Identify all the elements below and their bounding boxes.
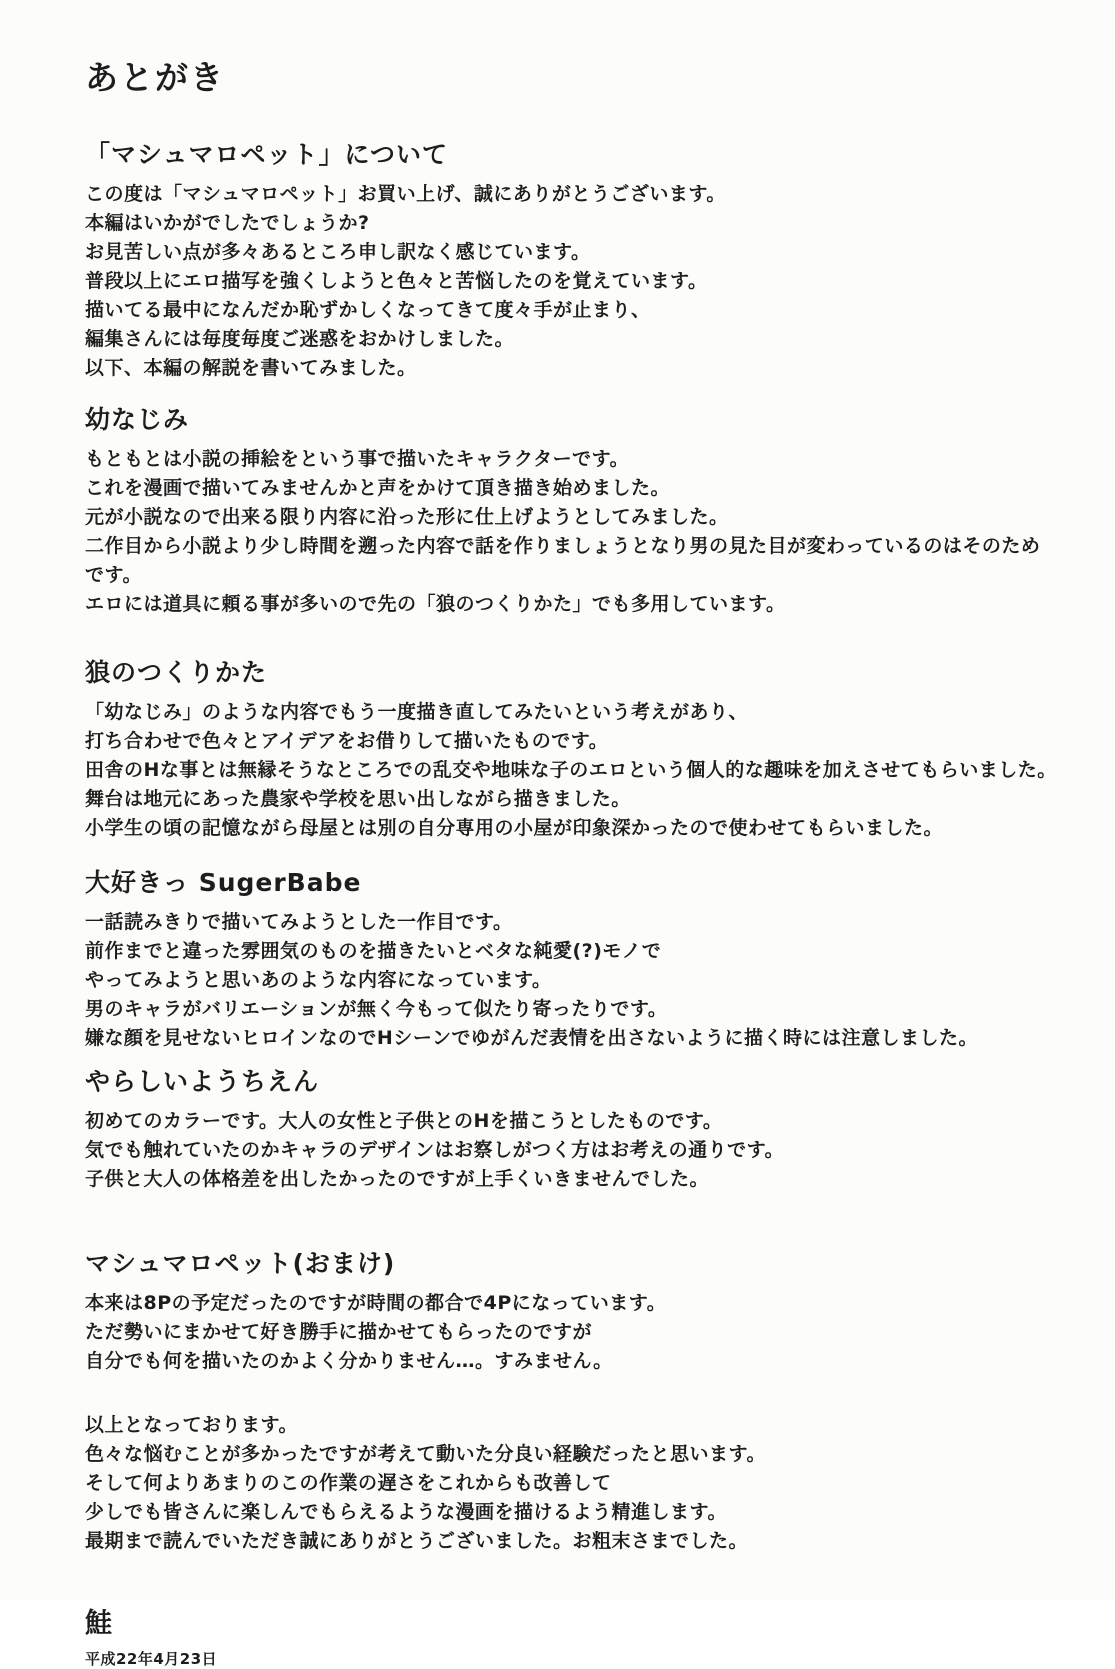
- section-yarashii-youchien: [85, 1062, 1057, 1194]
- body-line: エロには道具に頼る事が多いので先の「狼のつくりかた」でも多用しています。: [85, 593, 786, 615]
- page-title: あとがき: [85, 58, 225, 97]
- section-heading: やらしいようちえん: [85, 1067, 320, 1096]
- body-line: 嫌な顔を見せないヒロインなのでHシーンでゆがんだ表情を出さないように描く時には注意しました。: [85, 1027, 978, 1049]
- section-heading: 幼なじみ: [85, 405, 190, 434]
- body-line: 本編はいかがでしたでしょうか?: [85, 212, 370, 234]
- body-line: 二作目から小説より少し時間を遡った内容で話を作りましょうとなり男の見た目が変わっているのはそのためです。: [85, 535, 1041, 586]
- body-line: 舞台は地元にあった農家や学校を思い出しながら描きました。: [85, 788, 631, 810]
- closing-remarks: [85, 1411, 1057, 1556]
- body-line: 初めてのカラーです。大人の女性と子供とのHを描こうとしたものです。: [85, 1110, 723, 1132]
- body-line: 最期まで読んでいただき誠にありがとうございました。お粗末さまでした。: [85, 1530, 749, 1552]
- body-line: 田舎のHな事とは無縁そうなところでの乱交や地味な子のエロという個人的な趣味を加えさせてもらいました。: [85, 759, 1057, 781]
- body-line: ただ勢いにまかせて好き勝手に描かせてもらったのですが: [85, 1321, 593, 1343]
- body-line: そして何よりあまりのこの作業の遅さをこれからも改善して: [85, 1472, 612, 1494]
- body-line: 色々な悩むことが多かったですが考えて動いた分良い経験だったと思います。: [85, 1443, 766, 1465]
- section-ookami-no-tsukurikata: [85, 653, 1057, 843]
- section-heading: 大好きっ SugerBabe: [85, 868, 362, 897]
- date-line: 平成22年4月23日: [85, 1650, 218, 1668]
- body-line: 以下、本編の解説を書いてみました。: [85, 357, 417, 379]
- section-marshmallow-pet-about: [85, 135, 1057, 383]
- body-line: この度は「マシュマロペット」お買い上げ、誠にありがとうございます。: [85, 183, 726, 205]
- body-line: 以上となっております。: [85, 1414, 298, 1436]
- body-line: 少しでも皆さんに楽しんでもらえるような漫画を描けるよう精進します。: [85, 1501, 727, 1523]
- body-line: 男のキャラがバリエーションが無く今もって似たり寄ったりです。: [85, 998, 668, 1020]
- body-line: 編集さんには毎度毎度ご迷惑をおかけしました。: [85, 328, 515, 350]
- section-heading: 狼のつくりかた: [85, 658, 268, 687]
- section-marshmallow-pet-omake: [85, 1244, 1057, 1376]
- body-line: 子供と大人の体格差を出したかったのですが上手くいきませんでした。: [85, 1168, 710, 1190]
- body-line: 小学生の頃の記憶ながら母屋とは別の自分専用の小屋が印象深かったので使わせてもらいました。: [85, 817, 944, 839]
- body-line: 「幼なじみ」のような内容でもう一度描き直してみたいという考えがあり、: [85, 701, 749, 723]
- body-line: 本来は8Pの予定だったのですが時間の都合で4Pになっています。: [85, 1292, 667, 1314]
- section-heading: 「マシュマロペット」について: [85, 140, 449, 169]
- body-line: 一話読みきりで描いてみようとした一作目です。: [85, 911, 513, 933]
- author-signature: 鮭: [85, 1608, 112, 1639]
- body-line: 普段以上にエロ描写を強くしようと色々と苦悩したのを覚えています。: [85, 270, 708, 292]
- body-line: やってみようと思いあのような内容になっています。: [85, 969, 552, 991]
- body-line: もともとは小説の挿絵をという事で描いたキャラクターです。: [85, 448, 630, 470]
- body-line: 自分でも何を描いたのかよく分かりません…。すみません。: [85, 1350, 613, 1372]
- body-line: 描いてる最中になんだか恥ずかしくなってきて度々手が止まり、: [85, 299, 651, 321]
- section-heading: マシュマロペット(おまけ): [85, 1249, 396, 1278]
- body-line: これを漫画で描いてみませんかと声をかけて頂き描き始めました。: [85, 477, 671, 499]
- body-line: 元が小説なので出来る限り内容に沿った形に仕上げようとしてみました。: [85, 506, 729, 528]
- section-daisuki-sugerbabe: [85, 863, 1057, 1053]
- section-osananajimi: [85, 400, 1057, 619]
- body-line: お見苦しい点が多々あるところ申し訳なく感じています。: [85, 241, 591, 263]
- body-line: 気でも触れていたのかキャラのデザインはお察しがつく方はお考えの通りです。: [85, 1139, 785, 1161]
- body-line: 前作までと違った雰囲気のものを描きたいとベタな純愛(?)モノで: [85, 940, 662, 962]
- body-line: 打ち合わせで色々とアイデアをお借りして描いたものです。: [85, 730, 609, 752]
